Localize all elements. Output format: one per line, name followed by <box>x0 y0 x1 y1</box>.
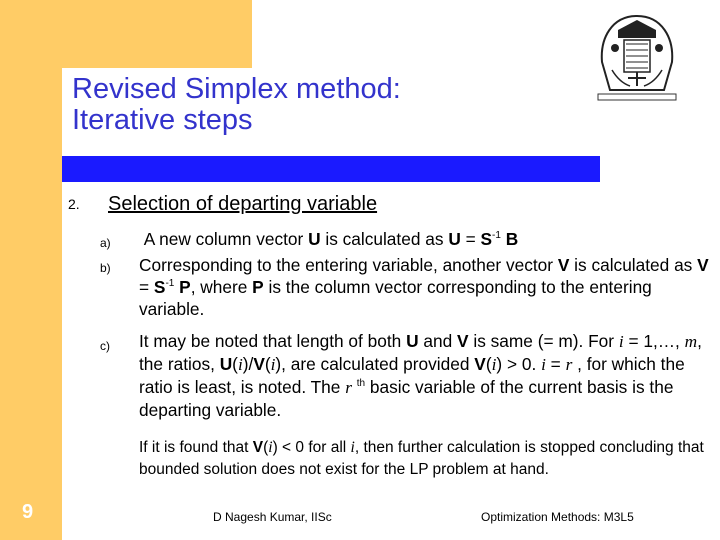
title-line-1: Revised Simplex method: <box>72 73 401 105</box>
footer-author: D Nagesh Kumar, IISc <box>213 510 332 524</box>
item-b-text: Corresponding to the entering variable, another vector V is calculated as $V = S^{-1}$ P, where P is the column vector corresponding to the entering variable. <box>139 255 709 319</box>
item-a-text: A new column vector U is calculated as $U = S^{-1}$ B <box>139 229 519 249</box>
departing-variable-note: If it is found that V(i) < 0 for all i, then further calculation is stopped concluding that bounded solution does not exist for the LP problem at hand. <box>139 439 704 478</box>
title-underline-bar <box>62 156 600 182</box>
section-number: 2. <box>68 196 80 212</box>
title-line-2: Iterative steps <box>72 104 253 136</box>
item-c-text: It may be noted that length of both U and V is same (= m). For i = 1,…, m, the ratios, U(i)/V(i), are calculated provided V(i) > 0. i = r , for which the ratio is least, is noted. The r $^{th}$ basic variable of the current basis is the departing variable. <box>139 331 702 420</box>
item-b-letter: b) <box>100 261 111 275</box>
item-c-letter: c) <box>100 339 110 353</box>
decorative-left-band <box>0 0 62 540</box>
page-number: 9 <box>22 501 34 523</box>
institute-logo-icon <box>590 10 684 104</box>
item-a-letter: a) <box>100 236 111 250</box>
slide-title <box>72 74 401 136</box>
footer-course: Optimization Methods: M3L5 <box>481 510 634 524</box>
section-title: Selection of departing variable <box>108 193 378 215</box>
